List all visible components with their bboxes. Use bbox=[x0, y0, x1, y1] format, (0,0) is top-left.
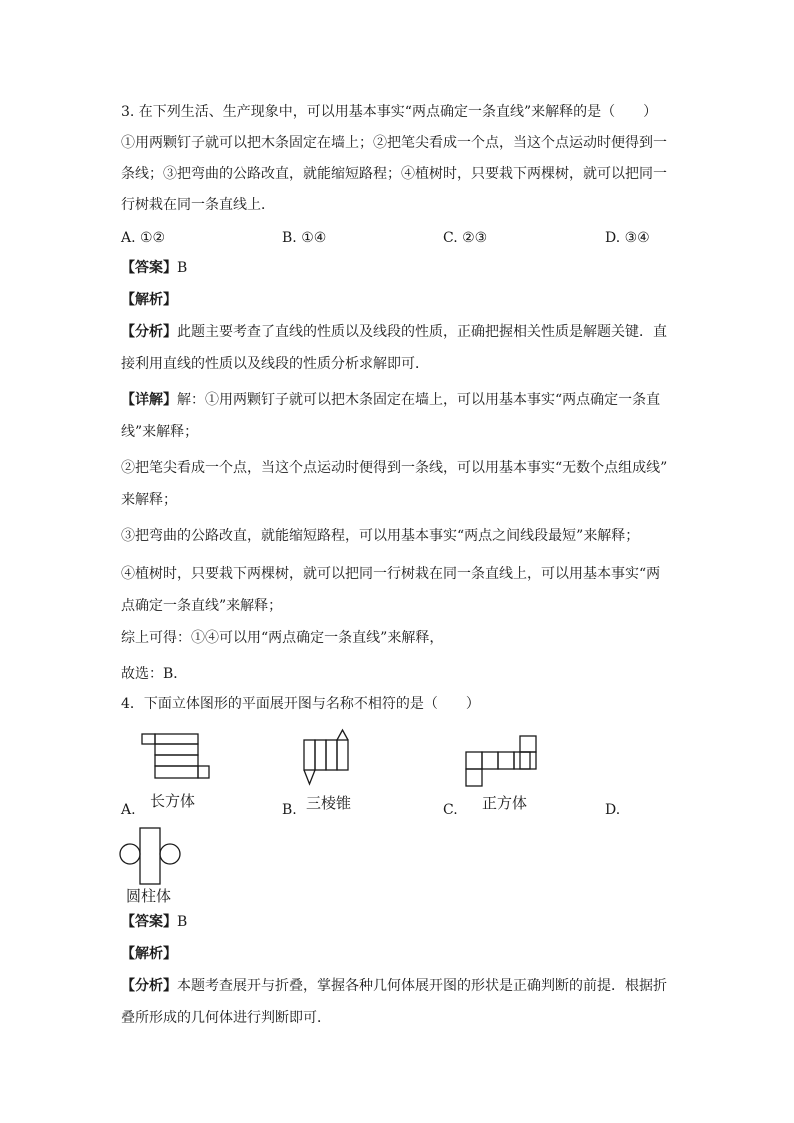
figure-d-cylinder-net bbox=[116, 824, 186, 906]
q3-fenxi-tag: 【分析】 bbox=[121, 324, 177, 340]
q4-fenxi-text-1: 本题考查展开与折叠，掌握各种几何体展开图的形状是正确判断的前提．根据折 bbox=[177, 978, 667, 994]
q3-option-b: B. ①④ bbox=[282, 230, 327, 246]
q3-stem-line-2: ①用两颗钉子就可以把木条固定在墙上；②把笔尖看成一个点，当这个点运动时便得到一 bbox=[121, 135, 667, 151]
q3-answer-tag: 【答案】 bbox=[121, 260, 177, 276]
q4-fenxi-line-1 bbox=[121, 976, 667, 996]
q4-option-c-letter: C. bbox=[443, 802, 458, 818]
q3-xiangjie-line-6: ④植树时，只要栽下两棵树，就可以把同一行树栽在同一条直线上，可以用基本事实“两 bbox=[121, 566, 661, 582]
figure-c-label: 正方体 bbox=[482, 794, 528, 812]
figure-d-label: 圆柱体 bbox=[126, 887, 172, 905]
q3-summary: 综上可得：①④可以用“两点确定一条直线”来解释， bbox=[121, 630, 444, 646]
q4-stem: 4．下面立体图形的平面展开图与名称不相符的是（ ） bbox=[121, 696, 480, 712]
q4-option-d-letter: D. bbox=[605, 802, 621, 818]
q3-xiangjie-line-3: ②把笔尖看成一个点，当这个点运动时便得到一条线，可以用基本事实“无数个点组成线” bbox=[121, 460, 668, 476]
q4-analysis-tag: 【解析】 bbox=[121, 946, 177, 962]
q3-fenxi-line-1 bbox=[121, 322, 667, 342]
q3-xiangjie-line-5: ③把弯曲的公路改直，就能缩短路程，可以用基本事实“两点之间线段最短”来解释； bbox=[121, 528, 640, 544]
q3-xiangjie-line-7: 点确定一条直线”来解释； bbox=[121, 598, 283, 614]
q3-fenxi-line-2: 接利用直线的性质以及线段的性质分析求解即可． bbox=[121, 356, 429, 372]
q3-stem-line-4: 行树栽在同一条直线上． bbox=[121, 197, 275, 213]
q3-stem-line-3: 条线；③把弯曲的公路改直，就能缩短路程；④植树时，只要栽下两棵树，就可以把同一 bbox=[121, 166, 667, 182]
q3-option-d: D. ③④ bbox=[605, 230, 650, 246]
q3-xiangjie-line-1 bbox=[121, 390, 660, 410]
q3-xiangjie-line-4: 来解释； bbox=[121, 492, 177, 508]
q3-xiangjie-tag: 【详解】 bbox=[121, 392, 177, 408]
q3-stem-line-1: 3. 在下列生活、生产现象中，可以用基本事实“两点确定一条直线”来解释的是（ ） bbox=[121, 104, 658, 120]
figure-c-cube-net bbox=[462, 732, 544, 816]
figure-a-cuboid-net bbox=[138, 730, 218, 816]
q4-fenxi-line-2: 叠所形成的几何体进行判断即可． bbox=[121, 1010, 331, 1026]
q4-option-b-letter: B. bbox=[282, 802, 297, 818]
q3-xiangjie-text-1: 解：①用两颗钉子就可以把木条固定在墙上，可以用基本事实“两点确定一条直 bbox=[177, 392, 661, 408]
q4-option-a-letter: A. bbox=[121, 802, 136, 818]
q3-xiangjie-line-2: 线”来解释； bbox=[121, 424, 199, 440]
q3-option-c: C. ②③ bbox=[443, 230, 488, 246]
q3-answer-value: B bbox=[177, 260, 188, 276]
q4-answer-tag: 【答案】 bbox=[121, 914, 177, 930]
q4-fenxi-tag: 【分析】 bbox=[121, 978, 177, 994]
q4-answer-value: B bbox=[177, 914, 188, 930]
q3-analysis-tag: 【解析】 bbox=[121, 292, 177, 308]
q3-choose: 故选：B． bbox=[121, 666, 188, 682]
q4-answer bbox=[121, 912, 187, 932]
q3-fenxi-text-1: 此题主要考查了直线的性质以及线段的性质，正确把握相关性质是解题关键．直 bbox=[177, 324, 667, 340]
figure-b-pyramid-net bbox=[298, 726, 362, 818]
figure-b-label: 三棱锥 bbox=[306, 794, 352, 812]
figure-a-label: 长方体 bbox=[150, 792, 196, 810]
q3-option-a: A. ①② bbox=[121, 230, 166, 246]
q3-answer bbox=[121, 258, 187, 278]
